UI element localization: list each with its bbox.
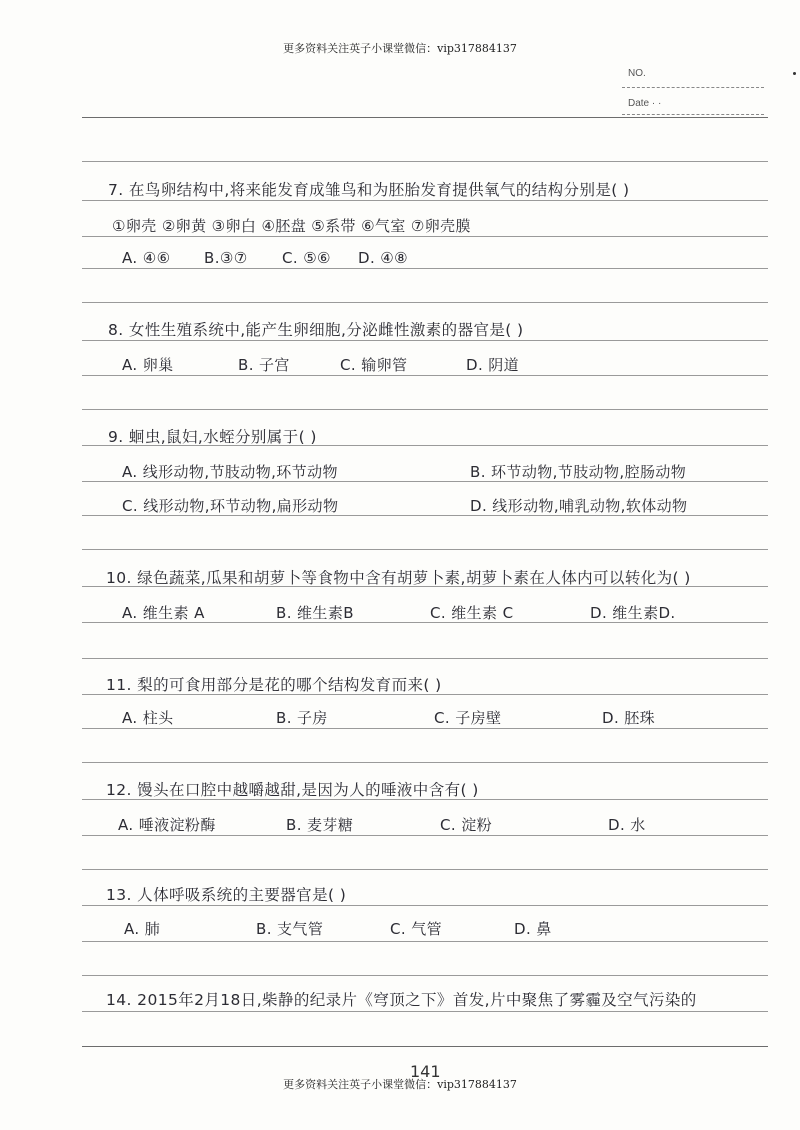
no-label: NO. [628,68,646,79]
date-line [622,114,764,115]
answer-option: A. ④⑥ [122,249,171,267]
answer-option: C. 子房壁 [434,709,502,727]
answer-option: D. 阴道 [466,356,520,374]
answer-option: A. 柱头 [122,709,174,727]
ruled-line [82,268,768,269]
answer-option: B. 维生素B [276,604,354,622]
answer-option: A. 卵巢 [122,356,174,374]
ruled-line [82,375,768,376]
answer-option: A. 肺 [124,920,161,938]
ruled-line [82,658,768,659]
answer-option: A. 维生素 A [122,604,205,622]
answer-option: C. 输卵管 [340,356,408,374]
ruled-line [82,835,768,836]
answer-option: B. 子房 [276,709,328,727]
ruled-line [82,409,768,410]
ruled-line [82,869,768,870]
question-stem: 14. 2015年2月18日,柴静的纪录片《穹顶之下》首发,片中聚焦了雾霾及空气污染的 [106,991,697,1009]
answer-option: C. 淀粉 [440,816,493,834]
answer-option: D. 线形动物,哺乳动物,软体动物 [470,497,688,515]
footer-watermark: 更多资料关注英子小课堂微信：vip317884137 [283,1078,517,1091]
question-stem: 8. 女性生殖系统中,能产生卵细胞,分泌雌性激素的器官是( ) [108,321,524,339]
answer-option: D. 鼻 [514,920,552,938]
answer-option: B. 支气管 [256,920,324,938]
question-stem: 10. 绿色蔬菜,瓜果和胡萝卜等食物中含有胡萝卜素,胡萝卜素在人体内可以转化为( ) [106,569,691,587]
page-number: 141 [410,1062,441,1081]
ruled-line [82,549,768,550]
answer-option: B.③⑦ [204,249,248,267]
answer-option: D. ④⑧ [358,249,408,267]
answer-option: B. 环节动物,节肢动物,腔肠动物 [470,463,687,481]
ruled-line [82,975,768,976]
ruled-line [82,117,768,118]
ruled-line [82,941,768,942]
header-watermark: 更多资料关注英子小课堂微信：vip317884137 [283,42,517,55]
ruled-line [82,236,768,237]
answer-option: ①卵壳 ②卵黄 ③卵白 ④胚盘 ⑤系带 ⑥气室 ⑦卵壳膜 [112,217,471,235]
ruled-line [82,1011,768,1012]
no-line [622,87,764,88]
question-stem: 9. 蛔虫,鼠妇,水蛭分别属于( ) [108,428,317,446]
ruled-line [82,728,768,729]
answer-option: D. 胚珠 [602,709,656,727]
answer-option: D. 维生素D. [590,604,676,622]
answer-option: C. 维生素 C [430,604,514,622]
question-stem: 7. 在鸟卵结构中,将来能发育成雏鸟和为胚胎发育提供氧气的结构分别是( ) [108,181,630,199]
ruled-line [82,200,768,201]
question-stem: 13. 人体呼吸系统的主要器官是( ) [106,886,347,904]
answer-option: C. ⑤⑥ [282,249,331,267]
answer-option: D. 水 [608,816,646,834]
answer-option: B. 麦芽糖 [286,816,354,834]
margin-dot [793,72,796,75]
ruled-line [82,340,768,341]
date-label: Date · · [628,98,662,109]
ruled-line [82,161,768,162]
ruled-line [82,762,768,763]
ruled-line [82,1046,768,1047]
answer-option: B. 子宫 [238,356,290,374]
answer-option: A. 线形动物,节肢动物,环节动物 [122,463,338,481]
answer-option: C. 气管 [390,920,443,938]
ruled-line [82,302,768,303]
answer-option: C. 线形动物,环节动物,扁形动物 [122,497,339,515]
question-stem: 11. 梨的可食用部分是花的哪个结构发育而来( ) [106,676,442,694]
answer-option: A. 唾液淀粉酶 [118,816,216,834]
ruled-line [82,905,768,906]
question-stem: 12. 馒头在口腔中越嚼越甜,是因为人的唾液中含有( ) [106,781,479,799]
